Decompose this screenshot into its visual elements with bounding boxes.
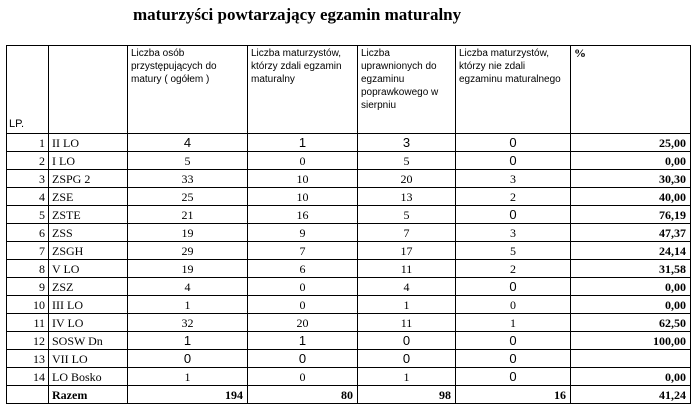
value-failed: 0 — [456, 278, 571, 296]
value-eligible: 20 — [358, 170, 456, 188]
school-name: IV LO — [49, 314, 128, 332]
value-failed: 0 — [456, 350, 571, 368]
value-percent — [571, 350, 691, 368]
results-table — [6, 45, 691, 404]
table-row — [7, 260, 691, 278]
value-eligible: 0 — [358, 332, 456, 350]
value-passed: 20 — [248, 314, 358, 332]
value-passed: 1 — [248, 134, 358, 152]
row-number: 6 — [7, 224, 49, 242]
table-row — [7, 296, 691, 314]
school-name: ZSGH — [49, 242, 128, 260]
value-eligible: 1 — [358, 296, 456, 314]
value-eligible: 4 — [358, 278, 456, 296]
school-name: V LO — [49, 260, 128, 278]
row-number: 9 — [7, 278, 49, 296]
value-total: 5 — [128, 152, 248, 170]
totals-passed: 80 — [248, 386, 358, 404]
value-total: 21 — [128, 206, 248, 224]
value-eligible: 13 — [358, 188, 456, 206]
value-eligible: 11 — [358, 314, 456, 332]
value-percent: 30,30 — [571, 170, 691, 188]
value-percent: 31,58 — [571, 260, 691, 278]
value-eligible: 7 — [358, 224, 456, 242]
school-name: ZSTE — [49, 206, 128, 224]
school-name: I LO — [49, 152, 128, 170]
totals-row — [7, 386, 691, 404]
row-number: 8 — [7, 260, 49, 278]
totals-percent: 41,24 — [571, 386, 691, 404]
value-failed: 0 — [456, 152, 571, 170]
value-passed: 10 — [248, 188, 358, 206]
row-number: 12 — [7, 332, 49, 350]
table-row — [7, 170, 691, 188]
value-eligible: 5 — [358, 152, 456, 170]
value-total: 4 — [128, 134, 248, 152]
value-eligible: 17 — [358, 242, 456, 260]
value-percent: 0,00 — [571, 152, 691, 170]
header-total: Liczba osób przystępujących do matury ( ogółem ) — [128, 46, 248, 134]
totals-total: 194 — [128, 386, 248, 404]
row-number: 4 — [7, 188, 49, 206]
totals-label: Razem — [49, 386, 128, 404]
value-total: 1 — [128, 296, 248, 314]
header-lp: LP. — [7, 46, 49, 134]
value-eligible: 0 — [358, 350, 456, 368]
value-failed: 0 — [456, 332, 571, 350]
value-percent: 40,00 — [571, 188, 691, 206]
school-name: VII LO — [49, 350, 128, 368]
table-row — [7, 152, 691, 170]
value-total: 0 — [128, 350, 248, 368]
value-failed: 3 — [456, 224, 571, 242]
value-percent: 62,50 — [571, 314, 691, 332]
table-header-row — [7, 46, 691, 134]
table-row — [7, 242, 691, 260]
value-total: 4 — [128, 278, 248, 296]
row-number: 13 — [7, 350, 49, 368]
value-failed: 0 — [456, 206, 571, 224]
value-eligible: 3 — [358, 134, 456, 152]
value-percent: 76,19 — [571, 206, 691, 224]
row-number: 3 — [7, 170, 49, 188]
value-percent: 100,00 — [571, 332, 691, 350]
value-total: 1 — [128, 332, 248, 350]
table-row — [7, 350, 691, 368]
table-row — [7, 278, 691, 296]
header-school — [49, 46, 128, 134]
value-percent: 0,00 — [571, 296, 691, 314]
value-percent: 47,37 — [571, 224, 691, 242]
value-passed: 7 — [248, 242, 358, 260]
row-number: 2 — [7, 152, 49, 170]
value-passed: 10 — [248, 170, 358, 188]
value-failed: 1 — [456, 314, 571, 332]
row-number: 7 — [7, 242, 49, 260]
header-eligible: Liczba uprawnionych do egzaminu poprawkowego w sierpniu — [358, 46, 456, 134]
value-eligible: 1 — [358, 368, 456, 386]
row-number: 1 — [7, 134, 49, 152]
table-row — [7, 188, 691, 206]
table-row — [7, 206, 691, 224]
value-total: 19 — [128, 260, 248, 278]
value-total: 29 — [128, 242, 248, 260]
table-row — [7, 368, 691, 386]
school-name: ZSZ — [49, 278, 128, 296]
value-passed: 0 — [248, 296, 358, 314]
value-passed: 0 — [248, 152, 358, 170]
value-passed: 16 — [248, 206, 358, 224]
value-failed: 2 — [456, 188, 571, 206]
row-number: 14 — [7, 368, 49, 386]
value-failed: 0 — [456, 296, 571, 314]
header-passed: Liczba maturzystów, którzy zdali egzamin maturalny — [248, 46, 358, 134]
row-number: 5 — [7, 206, 49, 224]
value-eligible: 11 — [358, 260, 456, 278]
value-total: 33 — [128, 170, 248, 188]
row-number: 11 — [7, 314, 49, 332]
value-failed: 2 — [456, 260, 571, 278]
value-percent: 0,00 — [571, 368, 691, 386]
table-row — [7, 314, 691, 332]
value-total: 32 — [128, 314, 248, 332]
value-failed: 0 — [456, 368, 571, 386]
table-row — [7, 134, 691, 152]
header-percent: % — [571, 46, 691, 134]
value-failed: 5 — [456, 242, 571, 260]
value-passed: 6 — [248, 260, 358, 278]
value-eligible: 5 — [358, 206, 456, 224]
school-name: ZSE — [49, 188, 128, 206]
value-passed: 0 — [248, 368, 358, 386]
value-total: 25 — [128, 188, 248, 206]
value-percent: 24,14 — [571, 242, 691, 260]
value-total: 19 — [128, 224, 248, 242]
value-total: 1 — [128, 368, 248, 386]
school-name: III LO — [49, 296, 128, 314]
school-name: ZSPG 2 — [49, 170, 128, 188]
value-percent: 25,00 — [571, 134, 691, 152]
header-failed: Liczba maturzystów, którzy nie zdali egzaminu maturalnego — [456, 46, 571, 134]
value-passed: 0 — [248, 350, 358, 368]
row-number: 10 — [7, 296, 49, 314]
school-name: SOSW Dn — [49, 332, 128, 350]
school-name: II LO — [49, 134, 128, 152]
totals-eligible: 98 — [358, 386, 456, 404]
page-title: maturzyści powtarzający egzamin maturalny — [133, 5, 462, 24]
value-percent: 0,00 — [571, 278, 691, 296]
totals-lp — [7, 386, 49, 404]
school-name: ZSS — [49, 224, 128, 242]
table-row — [7, 332, 691, 350]
table-row — [7, 224, 691, 242]
value-passed: 9 — [248, 224, 358, 242]
value-failed: 3 — [456, 170, 571, 188]
value-passed: 1 — [248, 332, 358, 350]
school-name: LO Bosko — [49, 368, 128, 386]
value-failed: 0 — [456, 134, 571, 152]
value-passed: 0 — [248, 278, 358, 296]
totals-failed: 16 — [456, 386, 571, 404]
